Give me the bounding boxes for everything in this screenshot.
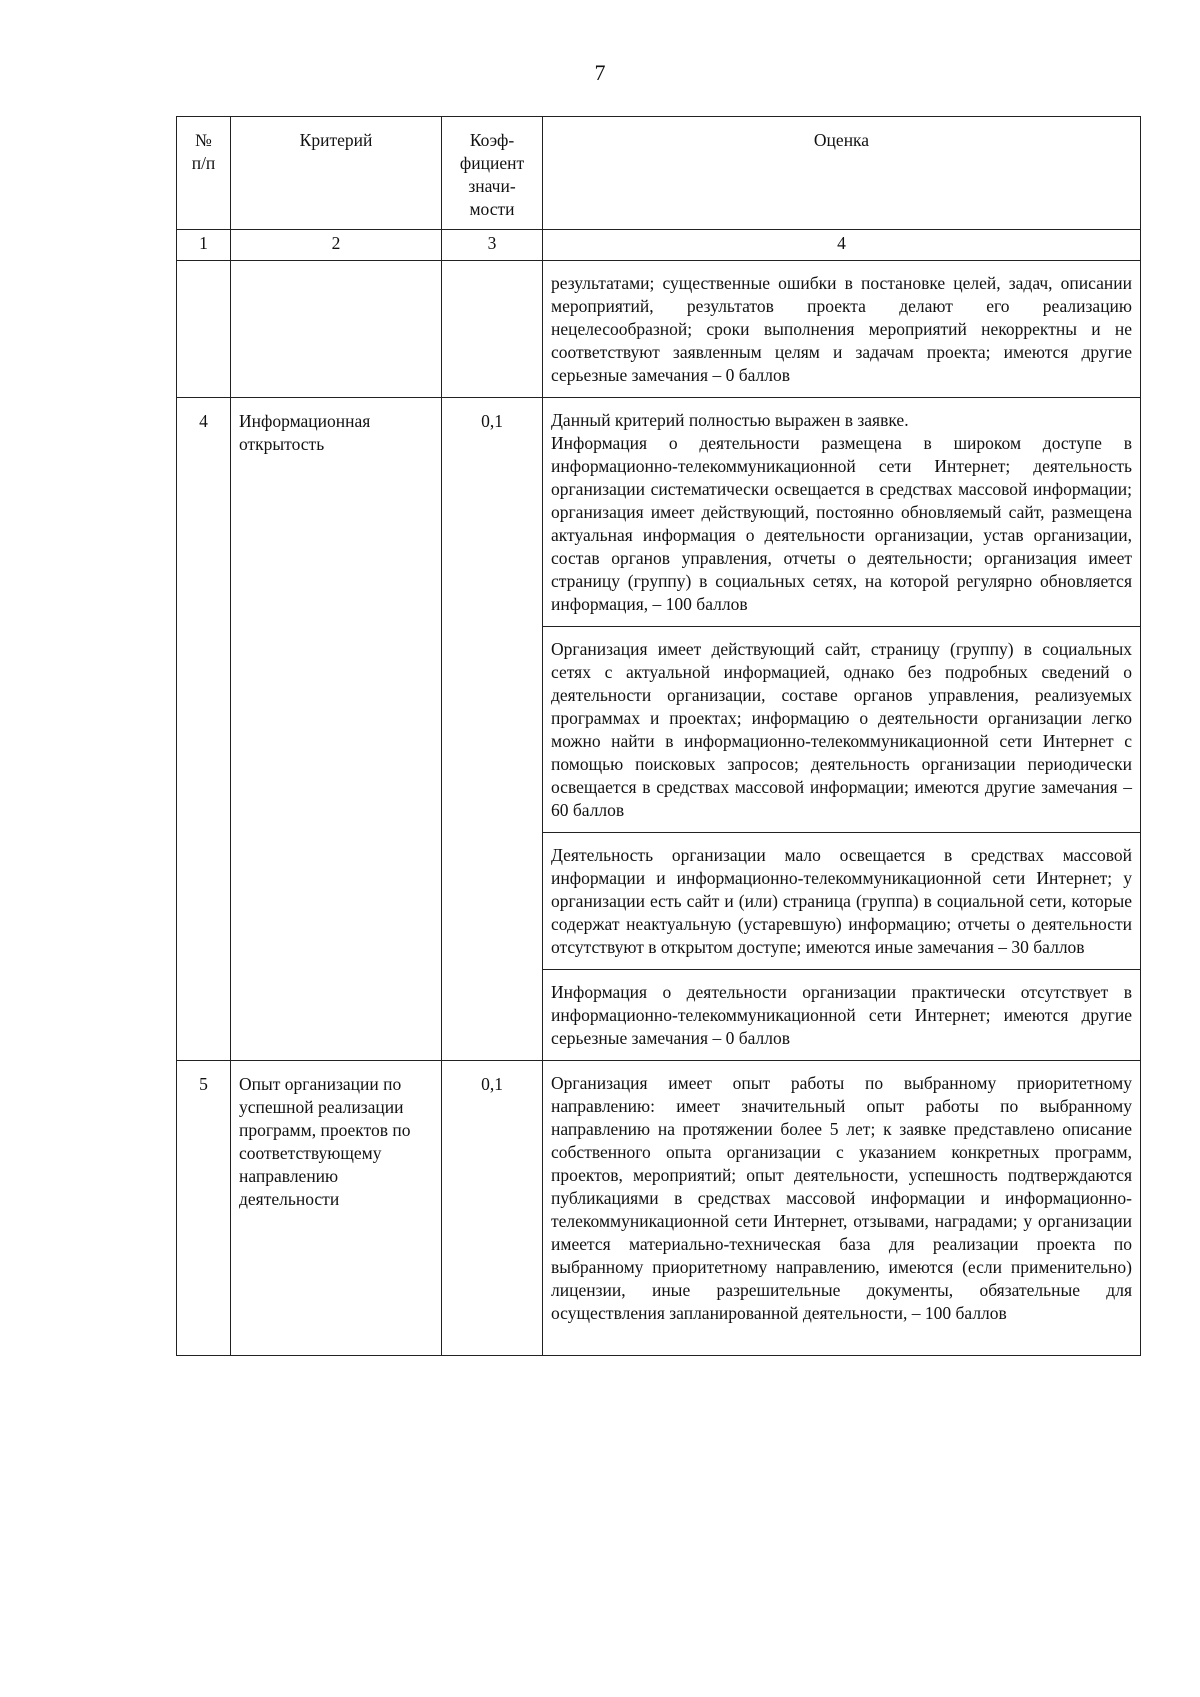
table-row-continuation [177,261,1141,398]
criterion-name: Информационная открытость [231,398,442,1061]
empty-cell [442,261,543,398]
score-option: Деятельность организации мало освещается в средствах массовой информации и информационно-телекоммуникационной сети Интернет; у организации есть сайт и (или) страница (группа) в социальной сети, которые содержат неактуальную (устаревшую) информацию; отчеты о деятельности отсутствуют в открытом доступе; имеются иные замечания – 30 баллов [543,832,1140,969]
row-number: 4 [177,398,231,1061]
header-score: Оценка [543,117,1141,230]
column-number: 4 [543,230,1141,261]
score-option: Данный критерий полностью выражен в заявке. Информация о деятельности размещена в широком доступе в информационно-телекоммуникационной сети Интернет; деятельность организации систематически освещается в средствах массовой информации; организация имеет действующий, постоянно обновляемый сайт, размещена актуальная информация о деятельности организации, устав организации, состав органов управления, отчеты о деятельности; организация имеет страницу (группу) в социальных сетях, на которой регулярно обновляется информация, – 100 баллов [551,410,1132,614]
coefficient-value: 0,1 [442,398,543,1061]
criterion-name: Опыт организации по успешной реализации программ, проектов по соответствующему направлению деятельности [231,1061,442,1356]
column-number: 2 [231,230,442,261]
empty-cell [177,261,231,398]
score-cell [543,261,1141,398]
score-cell [543,1061,1141,1356]
score-cell [543,398,1141,1061]
column-number: 3 [442,230,543,261]
criteria-table [176,116,1141,1356]
header-coefficient: Коэф- фициент значи- мости [442,117,543,230]
header-num: № п/п [177,117,231,230]
header-criterion: Критерий [231,117,442,230]
column-number-row [177,230,1141,261]
score-text: результатами; существенные ошибки в постановке целей, задач, описании мероприятий, результатов проекта делают его реализацию нецелесообразной; сроки выполнения мероприятий некорректны и не соответствуют заявленным целям и задачам проекта; имеются другие серьезные замечания – 0 баллов [551,273,1132,385]
column-number: 1 [177,230,231,261]
table-row-criterion-4 [177,398,1141,1061]
score-option: Организация имеет опыт работы по выбранному приоритетному направлению: имеет значительный опыт работы по выбранному направлению на протяжении более 5 лет; к заявке представлено описание собственного опыта организации с указанием конкретных программ, проектов, мероприятий; опыт деятельности, успешность подтверждаются публикациями в средствах массовой информации и информационно-телекоммуникационной сети Интернет, отзывами, наградами; у организации имеется материально-техническая база для реализации проекта по выбранному приоритетному направлению, имеются (если применительно) лицензии, иные разрешительные документы, обязательные для осуществления запланированной деятельности, – 100 баллов [551,1073,1132,1323]
score-option: Информация о деятельности организации практически отсутствует в информационно-телекоммуникационной сети Интернет; имеются другие серьезные замечания – 0 баллов [543,969,1140,1060]
table-row-criterion-5 [177,1061,1141,1356]
empty-cell [231,261,442,398]
table-header-row [177,117,1141,230]
row-number: 5 [177,1061,231,1356]
coefficient-value: 0,1 [442,1061,543,1356]
page-number: 7 [594,60,606,85]
score-option: Организация имеет действующий сайт, страницу (группу) в социальных сетях с актуальной информацией, однако без подробных сведений о деятельности организации, составе органов управления, реализуемых программах и проектах; информацию о деятельности организации легко можно найти в информационно-телекоммуникационной сети Интернет с помощью поисковых запросов; деятельность организации периодически освещается в средствах массовой информации; имеются другие замечания – 60 баллов [543,626,1140,832]
